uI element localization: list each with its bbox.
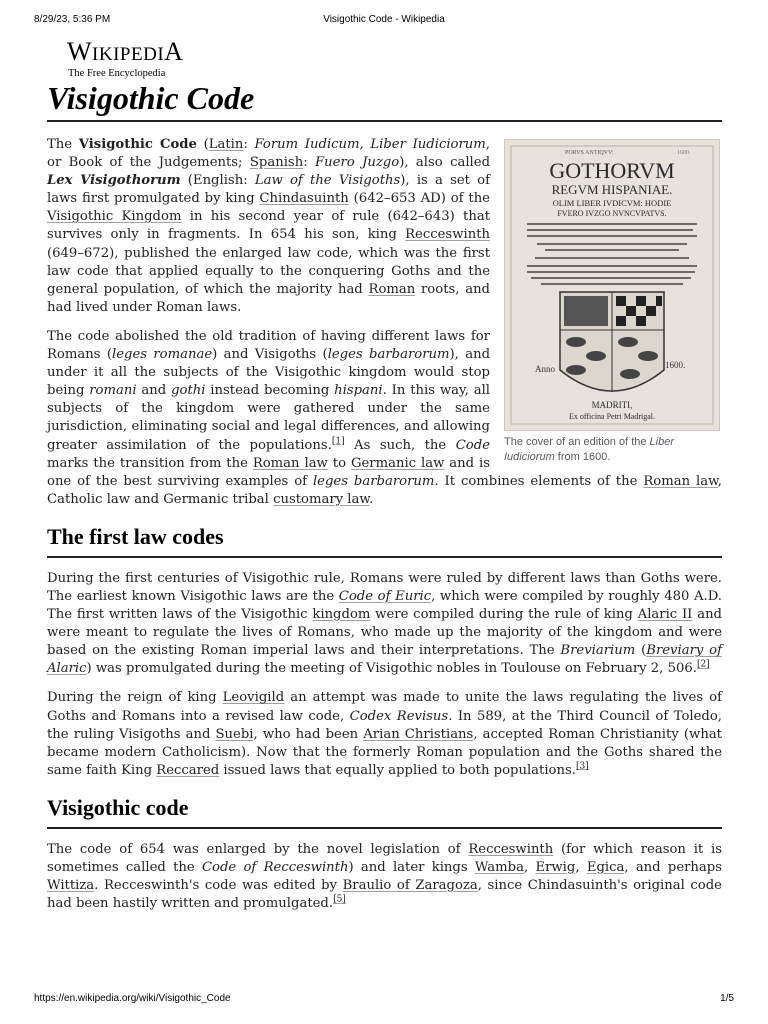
link-code-of-euric[interactable]: Code of Euric <box>338 588 432 604</box>
article-content <box>47 37 723 913</box>
print-header <box>0 14 768 30</box>
link-customary-law[interactable]: customary law <box>273 491 370 507</box>
svg-text:MADRITI,: MADRITI, <box>591 400 633 410</box>
svg-text:FVERO IVZGO NVNCVPATVS.: FVERO IVZGO NVNCVPATVS. <box>557 209 667 218</box>
cover-title-line: GOTHORVM <box>549 158 675 183</box>
link-leovigild[interactable]: Leovigild <box>222 690 285 706</box>
wikipedia-logo[interactable] <box>47 37 722 80</box>
intro-paragraph: The Visigothic Code (Latin: Forum Iudicum, Liber Iudiciorum, or Book of the Judgements; Spanish: Fuero Juzgo), also called Lex Visigothorum (English: Law of the Visigoths), is a set of laws first promulgated by king Chindasuinth (642–653 AD) of the Visigothic Kingdom in his second year of rule (642–643) that survives only in fragments. In 654 his son, king Recceswinth (649–672), published the enlarged law code, which was the first law code that applied equally to the conquering Goths and the general population, of which the majority had Roman roots, and had lived under Roman laws. <box>47 137 491 315</box>
reference-1[interactable]: [1] <box>331 436 345 447</box>
link-germanic-law[interactable]: Germanic law <box>350 455 445 471</box>
wikipedia-tagline: The Free Encyclopedia <box>68 68 166 79</box>
link-visigothic-kingdom[interactable]: Visigothic Kingdom <box>47 209 182 225</box>
section-heading-visigothic-code: Visigothic code <box>47 794 722 829</box>
reference-5[interactable]: [5] <box>333 894 346 905</box>
figure-caption: The cover of an edition of the Liber Iudiciorum from 1600. <box>504 436 675 463</box>
print-page-title: Visigothic Code - Wikipedia <box>323 14 445 25</box>
link-latin[interactable]: Latin <box>208 137 244 152</box>
svg-text:OLIM LIBER IVDICVM: HODIE: OLIM LIBER IVDICVM: HODIE <box>552 198 672 208</box>
section1-paragraph-2: During the reign of king Leovigild an attempt was made to unite the laws regulating the lives of Goths and Romans into a revised law code, Codex Revisus. In 589, at the Third Council of Toledo, the ruling Visigoths and Suebi, who had been Arian Christians, accepted Roman Christianity (what became modern Catholicism). Now that the formerly Roman population and the Goths shared the same faith King Reccared issued laws that equally applied to both populations.[3] <box>47 690 723 778</box>
page-title: Visigothic Code <box>47 80 722 122</box>
link-roman-law[interactable]: Roman law <box>252 455 328 471</box>
reference-2[interactable]: [2] <box>696 659 710 670</box>
svg-text:1600.: 1600. <box>677 150 691 156</box>
link-braulio-of-zaragoza[interactable]: Braulio of Zaragoza <box>342 878 478 894</box>
link-kingdom[interactable]: kingdom <box>312 607 371 623</box>
link-arian-christians[interactable]: Arian Christians <box>363 726 474 742</box>
svg-text:PORVS ANTIQVV:: PORVS ANTIQVV: <box>565 150 614 156</box>
section-heading-first-law-codes: The first law codes <box>47 523 722 558</box>
link-wittiza[interactable]: Wittiza <box>47 878 95 894</box>
wikipedia-wordmark: WIKIPEDIA <box>67 37 184 66</box>
link-recceswinth-2[interactable]: Recceswinth <box>468 841 554 857</box>
svg-text:Anno: Anno <box>535 364 555 374</box>
book-cover-image[interactable] <box>504 139 720 431</box>
link-recceswinth[interactable]: Recceswinth <box>405 227 490 243</box>
link-wamba[interactable]: Wamba <box>474 860 524 875</box>
svg-text:Ex officina Petri Madrigal.: Ex officina Petri Madrigal. <box>568 412 656 421</box>
link-reccared[interactable]: Reccared <box>156 762 220 778</box>
print-url: https://en.wikipedia.org/wiki/Visigothic_Code <box>34 993 231 1004</box>
infobox-figure <box>504 139 722 465</box>
print-footer <box>0 993 768 1009</box>
print-datetime: 8/29/23, 5:36 PM <box>34 14 111 25</box>
link-roman-law-2[interactable]: Roman law <box>643 473 718 489</box>
svg-text:1600.: 1600. <box>665 360 686 370</box>
section2-paragraph-1: The code of 654 was enlarged by the novel legislation of Recceswinth (for which reason it is sometimes called the Code of Recceswinth) and later kings Wamba, Erwig, Egica, and perhaps Wittiza. Recceswinth's code was edited by Braulio of Zaragoza, since Chindasuinth's original code had been hastily written and promulgated.[5] <box>47 841 723 912</box>
link-egica[interactable]: Egica <box>586 860 625 875</box>
section1-paragraph-1: During the first centuries of Visigothic rule, Romans were ruled by different laws than Goths were. The earliest known Visigothic laws are the Code of Euric, which were compiled by roughly 480 A.D. The first written laws of the Visigothic kingdom were compiled during the rule of king Alaric II and were meant to regulate the lives of Romans, who made up the majority of the kingdom and were based on the existing Roman imperial laws and their interpretations. The Breviarium (Breviary of Alaric) was promulgated during the meeting of Visigothic nobles in Toulouse on February 2, 506.[2] <box>47 570 722 677</box>
link-alaric-ii[interactable]: Alaric II <box>637 607 693 623</box>
link-breviary-of-alaric[interactable]: Breviary of Alaric <box>47 643 722 677</box>
link-chindasuinth[interactable]: Chindasuinth <box>259 191 349 207</box>
svg-text:REGVM HISPANIAE.: REGVM HISPANIAE. <box>551 182 673 197</box>
paragraph-2: The code abolished the old tradition of having different laws for Romans (leges romanae) and Visigoths (leges barbarorum), and under it all the subjects of the Visigothic kingdom would stop being romani and gothi instead becoming hispani. In this way, all subjects of the kingdom were gathered under the same jurisdiction, eliminating social and legal differences, and allowing greater assimilation of the populations.[1] As such, the Code marks the transition from the Roman law to Germanic law and is one of the best surviving examples of leges barbarorum. It combines elements of the Roman law, Catholic law and Germanic tribal customary law. <box>47 328 722 507</box>
reference-3[interactable]: [3] <box>575 761 589 772</box>
link-suebi[interactable]: Suebi <box>215 726 254 742</box>
print-page-number: 1/5 <box>720 993 734 1004</box>
link-erwig[interactable]: Erwig <box>535 860 576 875</box>
link-spanish[interactable]: Spanish <box>249 155 304 171</box>
link-roman[interactable]: Roman <box>368 281 416 297</box>
